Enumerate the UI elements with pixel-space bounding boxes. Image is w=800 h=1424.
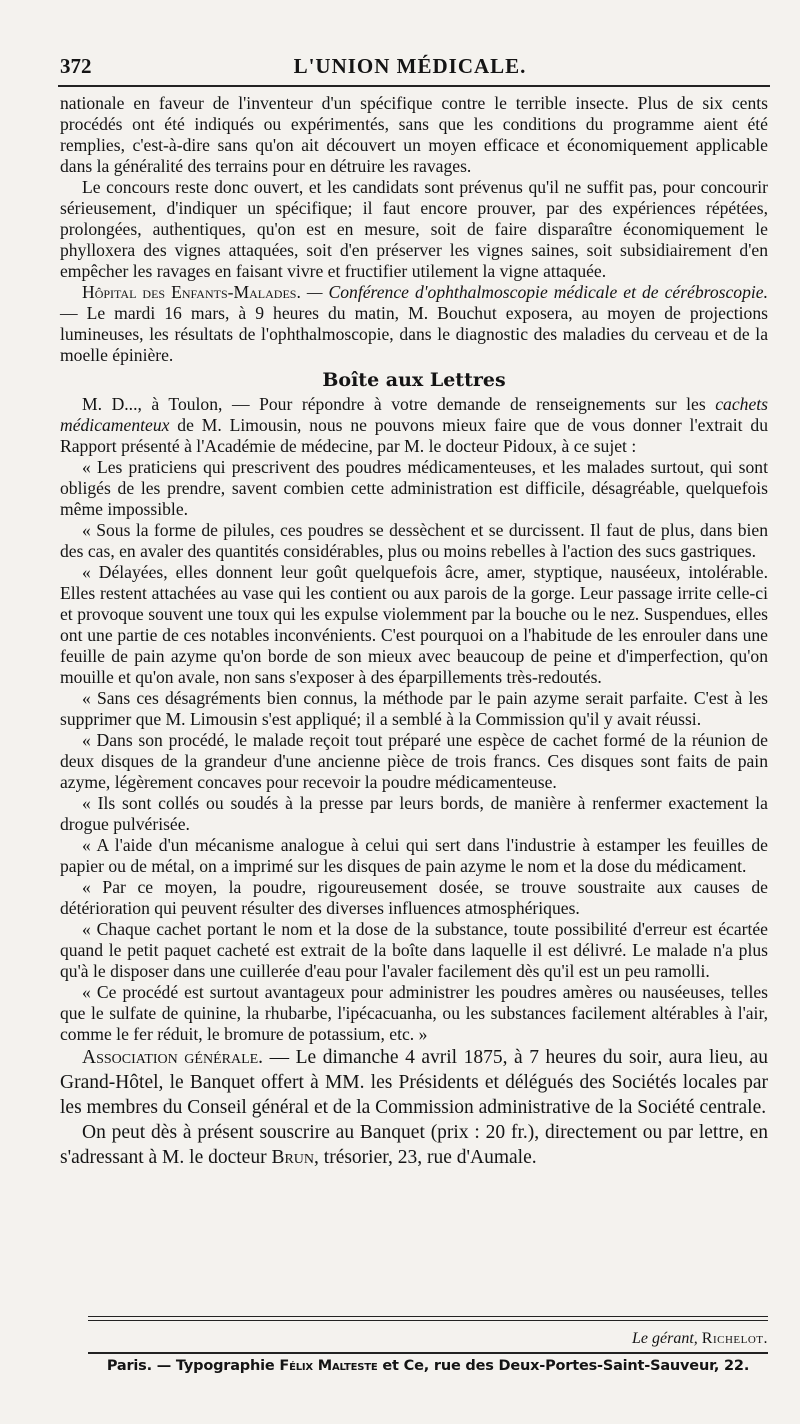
subscription-text-b: , trésorier, 23, rue d'Aumale.	[314, 1147, 537, 1168]
footer-rule-thick	[88, 1316, 768, 1317]
gerant-name: Richelot.	[701, 1330, 768, 1347]
paragraph-phylloxera-1: nationale en faveur de l'inventeur d'un spécifique contre le terrible insecte. Plus de six cents procédés ont été indiqués ou expérimentés, sans que les conditions du programme aient été remplies, c'est-à-dire sans qu'on ait découvert un moyen efficace et économiquement applicable dans la généralité des terrains pour en détruire les ravages.	[60, 93, 768, 176]
letter-intro-b: de M. Limousin, nous ne pouvons mieux faire que de vous donner l'extrait du Rapport présenté à l'Académie de médecine, par M. le docteur Pidoux, à ce sujet :	[60, 415, 768, 456]
page-header	[60, 50, 760, 84]
header-rule	[58, 85, 770, 87]
association-heading: Association générale.	[82, 1047, 264, 1068]
letter-intro	[60, 394, 768, 457]
hopital-text: — Le mardi 16 mars, à 9 heures du matin, M. Bouchut exposera, au moyen de projections lumineuses, les résultats de l'ophthalmoscopie, dans le diagnostic des maladies du cerveau et de la moelle épinière.	[60, 303, 768, 365]
journal-title: L'UNION MÉDICALE.	[293, 54, 527, 78]
letter-intro-italic: cachets médicamenteux	[60, 394, 768, 435]
subscription-paragraph	[60, 1120, 768, 1170]
quote-paragraph-9: « Chaque cachet portant le nom et la dose de la substance, toute possibilité d'erreur est écartée quand le petit paquet cacheté est extrait de la boîte dans laquelle il est délivré. Le malade n'a plus qu'à le disposer dans une cuillerée d'eau pour l'avaler facilement dès qu'il est un peu ramolli.	[60, 919, 768, 981]
section-title: Boîte aux Lettres	[322, 369, 506, 391]
printer-text-a: Paris. — Typographie	[106, 1358, 275, 1374]
quote-paragraph-2: « Sous la forme de pilules, ces poudres se dessèchent et se durcissent. Il faut de plus, dans bien des cas, en avaler des quantités considérables, plus ou moins rebelles à l'action des sucs gastriques.	[60, 520, 768, 561]
treasurer-name: Brun	[271, 1147, 315, 1168]
paragraph-phylloxera-2: Le concours reste donc ouvert, et les candidats sont prévenus qu'il ne suffit pas, pour concourir sérieusement, d'indiquer un spécifique; il faut encore prouver, par des expériences répétées, prolongées, authentiques, qu'on est en mesure, soit de faire disparaître économiquement le phylloxera des vignes attaquées, soit d'en préserver les vignes saines, soit subsidiairement d'en empêcher les ravages en faisant vivre et fructifier utilement la vigne attaquée.	[60, 177, 768, 281]
page-number: 372	[60, 54, 92, 78]
quote-paragraph-3: « Délayées, elles donnent leur goût quelquefois âcre, amer, styptique, nauséeux, intolérable. Elles restent attachées au vase qui les contient ou aux parois de la gorge. Leur passage irrite celle-ci et provoque souvent une toux qui les expulse violemment par la bouche ou le nez. Suspendues, elles ont une partie de ces notables inconvénients. C'est pourquoi on a l'habitude de les enrouler dans une feuille de pain azyme qu'on borde de son mieux avec beaucoup de peine et d'imperfection, qu'on mouille et qu'on avale, non sans s'exposer à des éparpillements très-redoutés.	[60, 562, 768, 687]
quote-paragraph-7: « A l'aide d'un mécanisme analogue à celui qui sert dans l'industrie à estamper les feuilles de papier ou de métal, on a imprimé sur les disques de pain azyme le nom et la dose du médicament.	[60, 835, 768, 876]
quote-paragraph-1: « Les praticiens qui prescrivent des poudres médicamenteuses, et les malades surtout, qui sont obligés de les prendre, savent combien cette administration est difficile, désagréable, quelquefois même impossible.	[60, 457, 768, 519]
footer-rule-bottom	[88, 1352, 768, 1354]
letter-intro-a: M. D..., à Toulon, — Pour répondre à votre demande de renseignements sur les	[82, 394, 706, 414]
printer-text-b: et Ce, rue des Deux-Portes-Saint-Sauveur, 22.	[382, 1358, 750, 1374]
paragraph-hopital	[60, 282, 768, 366]
printer-line	[88, 1358, 768, 1374]
quote-paragraph-4: « Sans ces désagréments bien connus, la méthode par le pain azyme serait parfaite. C'est à les supprimer que M. Limousin s'est appliqué; il a semblé à la Commission qu'il y avait réussi.	[60, 688, 768, 729]
hopital-heading: Hôpital des Enfants-Malades.	[82, 282, 301, 302]
gerant-label: Le gérant,	[632, 1330, 698, 1347]
hopital-conference-title: — Conférence d'ophthalmoscopie médicale et de cérébroscopie.	[306, 282, 768, 302]
quote-paragraph-6: « Ils sont collés ou soudés à la presse par leurs bords, de manière à renfermer exactement la drogue pulvérisée.	[60, 793, 768, 834]
quote-paragraph-5: « Dans son procédé, le malade reçoit tout préparé une espèce de cachet formé de la réunion de deux disques de la grandeur d'une ancienne pièce de trois francs. Ces disques sont faits de pain azyme, légèrement concaves pour recevoir la poudre médicamenteuse.	[60, 730, 768, 792]
quote-paragraph-10: « Ce procédé est surtout avantageux pour administrer les poudres amères ou nauséeuses, telles que le sulfate de quinine, la rhubarbe, l'ipécacuanha, ou les substances facilement altérables à l'air, comme le fer réduit, le bromure de potassium, etc. »	[60, 982, 768, 1044]
association-text: — Le dimanche 4 avril 1875, à 7 heures du soir, aura lieu, au Grand-Hôtel, le Banquet offert à MM. les Présidents et délégués des Sociétés locales par les membres du Conseil général et de la Commission administrative de la Société centrale.	[60, 1047, 768, 1118]
subscription-text-a: On peut dès à présent souscrire au Banquet (prix : 20 fr.), directement ou par lettre, en s'adressant à M. le docteur	[60, 1122, 768, 1168]
gerant-signature	[632, 1330, 768, 1348]
quote-paragraph-8: « Par ce moyen, la poudre, rigoureusement dosée, se trouve soustraite aux causes de détérioration qui peuvent résulter des diverses influences atmosphériques.	[60, 877, 768, 918]
association-paragraph	[60, 1045, 768, 1120]
footer-rule-thin	[88, 1320, 768, 1321]
printer-name: Félix Malteste	[279, 1358, 378, 1374]
article-body	[60, 93, 768, 1170]
